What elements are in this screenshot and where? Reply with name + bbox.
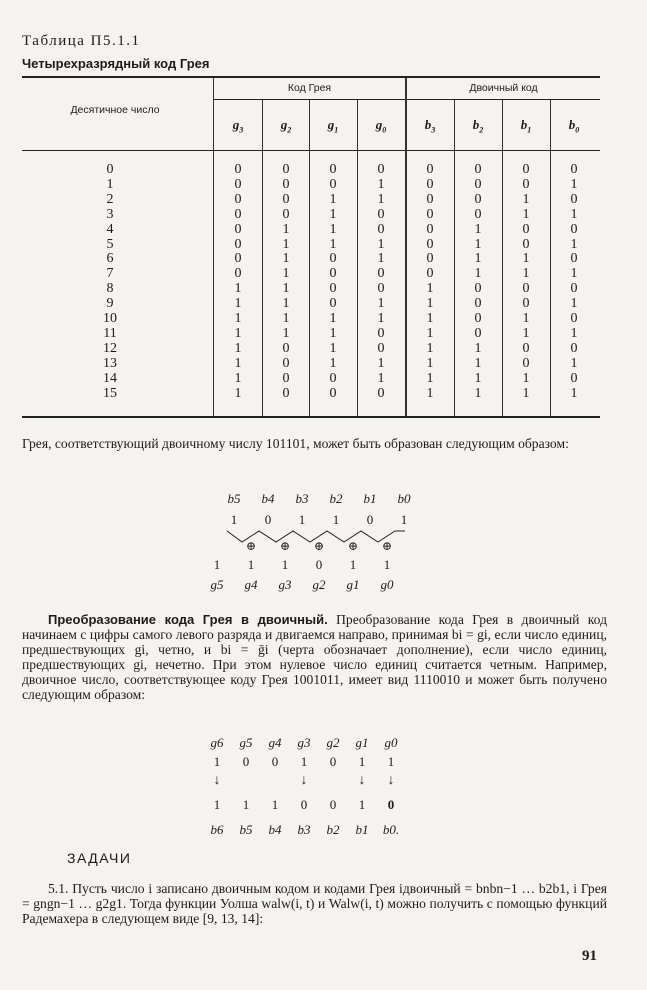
xor-icon: ⊕ — [347, 539, 359, 553]
diagram1-b-bit: 0 — [264, 512, 272, 527]
diagram1-g-label: g1 — [346, 577, 360, 592]
binary-group-header: Двоичный код — [469, 82, 538, 94]
diagram2-b-label: b1 — [355, 822, 369, 837]
diagram1-g-label: g2 — [312, 577, 326, 592]
diagram1-b-bit: 1 — [230, 512, 238, 527]
table-top-rule — [22, 76, 600, 78]
section-body: Преобразование кода Грея в двоичный код начинаем с цифры самого левого разряда и двигаемся направо, принимая bi = gi, если число единиц, предшествующих gi, четно, и bi = ḡi (черта обозначает дополнение), если число единиц, предшествующих gi, нечетно. При этом нулевое число единиц считается четным. Например, двоичное число, соответствующее коду Грея 1001011, имеет вид 1110010 и может быть получено следующим образом: — [22, 612, 607, 702]
diagram1-b-label: b0 — [397, 491, 411, 506]
header-rule — [22, 150, 600, 151]
col-divider — [213, 78, 214, 416]
diagram2-b-label: b2 — [326, 822, 340, 837]
gray-group-header: Код Грея — [287, 82, 332, 94]
gray-column-g2: 0 0 0 0 1 1 1 1 1 1 1 1 0 0 0 0 — [282, 162, 290, 401]
diagram2-b-bit: 1 — [242, 797, 250, 812]
arrow-down-icon: ↓ — [387, 773, 395, 788]
diagram2-g-bit: 1 — [300, 754, 308, 769]
col-divider — [309, 100, 310, 416]
decimal-cell: 1 — [106, 176, 114, 192]
header-g3: $g_3$ — [232, 117, 244, 135]
binary-column-b3: 0 0 0 0 0 0 0 0 1 1 1 1 1 1 1 1 — [426, 162, 434, 401]
decimal-cell: 5 — [106, 236, 114, 252]
diagram1-b-label: b4 — [261, 491, 275, 506]
diagram2-g-label: g0 — [384, 735, 398, 750]
diagram2-g-bit: 0 — [329, 754, 337, 769]
section-heading: Преобразование кода Грея в двоичный. — [48, 612, 328, 627]
diagram2-b-bit: 1 — [358, 797, 366, 812]
header-b0: $b_0$ — [568, 117, 580, 135]
decimal-cell: 10 — [103, 311, 117, 327]
header-g0: $g_0$ — [375, 117, 387, 135]
gray-column-g1: 0 0 1 1 1 1 0 0 0 0 1 1 1 1 0 0 — [329, 162, 337, 401]
decimal-cell: 8 — [106, 281, 114, 297]
page-number: 91 — [582, 948, 597, 964]
arrow-down-icon: ↓ — [300, 773, 308, 788]
diagram1-g-label: g0 — [380, 577, 394, 592]
xor-icon: ⊕ — [245, 539, 257, 553]
decimal-cell: 12 — [103, 340, 117, 356]
col-divider — [405, 78, 407, 416]
decimal-cell: 4 — [106, 221, 114, 237]
diagram2-g-label: g4 — [268, 735, 282, 750]
decimal-column-header: Десятичное число — [70, 104, 160, 116]
diagram1-b-bit: 1 — [298, 512, 306, 527]
binary-column-b2: 0 0 0 0 1 1 1 1 0 0 0 0 1 1 1 1 — [474, 162, 482, 401]
decimal-cell: 7 — [106, 266, 114, 282]
diagram1-b-label: b2 — [329, 491, 343, 506]
header-g1: $g_1$ — [327, 117, 339, 135]
decimal-cell: 2 — [106, 191, 114, 207]
col-divider — [502, 100, 503, 416]
decimal-cell: 14 — [103, 370, 117, 386]
col-divider — [357, 100, 358, 416]
header-b3: $b_3$ — [424, 117, 436, 135]
diagram2-b-bit: 0 — [387, 797, 395, 812]
diagram2-g-label: g2 — [326, 735, 340, 750]
col-divider — [262, 100, 263, 416]
decimal-cell: 3 — [106, 206, 114, 222]
table-caption: Таблица П5.1.1 — [22, 33, 141, 49]
diagram1-b-label: b3 — [295, 491, 309, 506]
decimal-cell: 15 — [103, 385, 117, 401]
diagram1-g-bit: 1 — [213, 557, 221, 572]
diagram2-g-label: g3 — [297, 735, 311, 750]
diagram2-b-label: b6 — [210, 822, 224, 837]
diagram2-g-bit: 1 — [387, 754, 395, 769]
xor-icon: ⊕ — [279, 539, 291, 553]
diagram2-b-label: b5 — [239, 822, 253, 837]
paragraph-gray-from-binary: Грея, соответствующий двоичному числу 101101, может быть образован следующим образом: — [22, 436, 569, 451]
table-bottom-rule — [22, 416, 600, 418]
decimal-cell: 6 — [106, 251, 114, 267]
diagram2-b-bit: 1 — [213, 797, 221, 812]
diagram2-b-label: b3 — [297, 822, 311, 837]
diagram2-b-label: b4 — [268, 822, 282, 837]
col-divider — [454, 100, 455, 416]
col-divider — [550, 100, 551, 416]
diagram1-g-label: g3 — [278, 577, 292, 592]
diagram2-g-bit: 0 — [242, 754, 250, 769]
diagram1-b-bit: 1 — [400, 512, 408, 527]
diagram1-g-bit: 1 — [383, 557, 391, 572]
diagram2-b-bit: 0 — [329, 797, 337, 812]
binary-column-b0: 0 1 0 1 0 1 0 1 0 1 0 1 0 1 0 1 — [570, 162, 578, 401]
diagram1-g-bit: 1 — [281, 557, 289, 572]
diagram1-g-label: g4 — [244, 577, 258, 592]
diagram1-g-bit: 1 — [349, 557, 357, 572]
diagram1-g-bit: 1 — [247, 557, 255, 572]
diagram2-b-label: b0. — [382, 822, 400, 837]
diagram1-b-label: b1 — [363, 491, 377, 506]
gray-column-g0: 0 1 1 0 0 1 1 0 0 1 1 0 0 1 1 0 — [377, 162, 385, 401]
diagram2-b-bit: 0 — [300, 797, 308, 812]
table-title: Четырехразрядный код Грея — [22, 56, 210, 71]
decimal-cell: 11 — [103, 325, 117, 341]
diagram1-b-label: b5 — [227, 491, 241, 506]
arrow-down-icon: ↓ — [213, 773, 221, 788]
diagram2-g-label: g5 — [239, 735, 253, 750]
task-5-1: 5.1. Пусть число i записано двоичным кодом и кодами Грея iдвоичный = bnbn−1 … b2b1, i Грея = gngn−1 … g2g1. Тогда функции Уолша walw(i, t) и Walw(i, t) можно получить с помощью функций Радемахера в следующем виде [9, 13, 14]: — [22, 881, 607, 926]
diagram2-g-bit: 1 — [358, 754, 366, 769]
diagram2-g-label: g6 — [210, 735, 224, 750]
decimal-cell: 13 — [103, 355, 117, 371]
binary-column-b1: 0 0 1 1 0 0 1 1 0 0 1 1 0 0 1 1 — [522, 162, 530, 401]
diagram2-g-label: g1 — [355, 735, 369, 750]
decimal-cell: 0 — [106, 162, 114, 177]
diagram2-g-bit: 0 — [271, 754, 279, 769]
arrow-down-icon: ↓ — [358, 773, 366, 788]
diagram2-b-bit: 1 — [271, 797, 279, 812]
xor-icon: ⊕ — [381, 539, 393, 553]
diagram1-b-bit: 0 — [366, 512, 374, 527]
tasks-heading: ЗАДАЧИ — [67, 850, 132, 866]
paragraph-gray-to-binary — [22, 612, 607, 702]
gray-column-g3: 0 0 0 0 0 0 0 0 1 1 1 1 1 1 1 1 — [234, 162, 242, 401]
header-b2: $b_2$ — [472, 117, 484, 135]
header-b1: $b_1$ — [520, 117, 532, 135]
xor-icon: ⊕ — [313, 539, 325, 553]
diagram2-g-bit: 1 — [213, 754, 221, 769]
diagram1-b-bit: 1 — [332, 512, 340, 527]
diagram1-g-bit: 0 — [315, 557, 323, 572]
decimal-column — [80, 163, 140, 402]
header-g2: $g_2$ — [280, 117, 292, 135]
decimal-cell: 9 — [106, 296, 114, 312]
diagram1-g-label: g5 — [210, 577, 224, 592]
